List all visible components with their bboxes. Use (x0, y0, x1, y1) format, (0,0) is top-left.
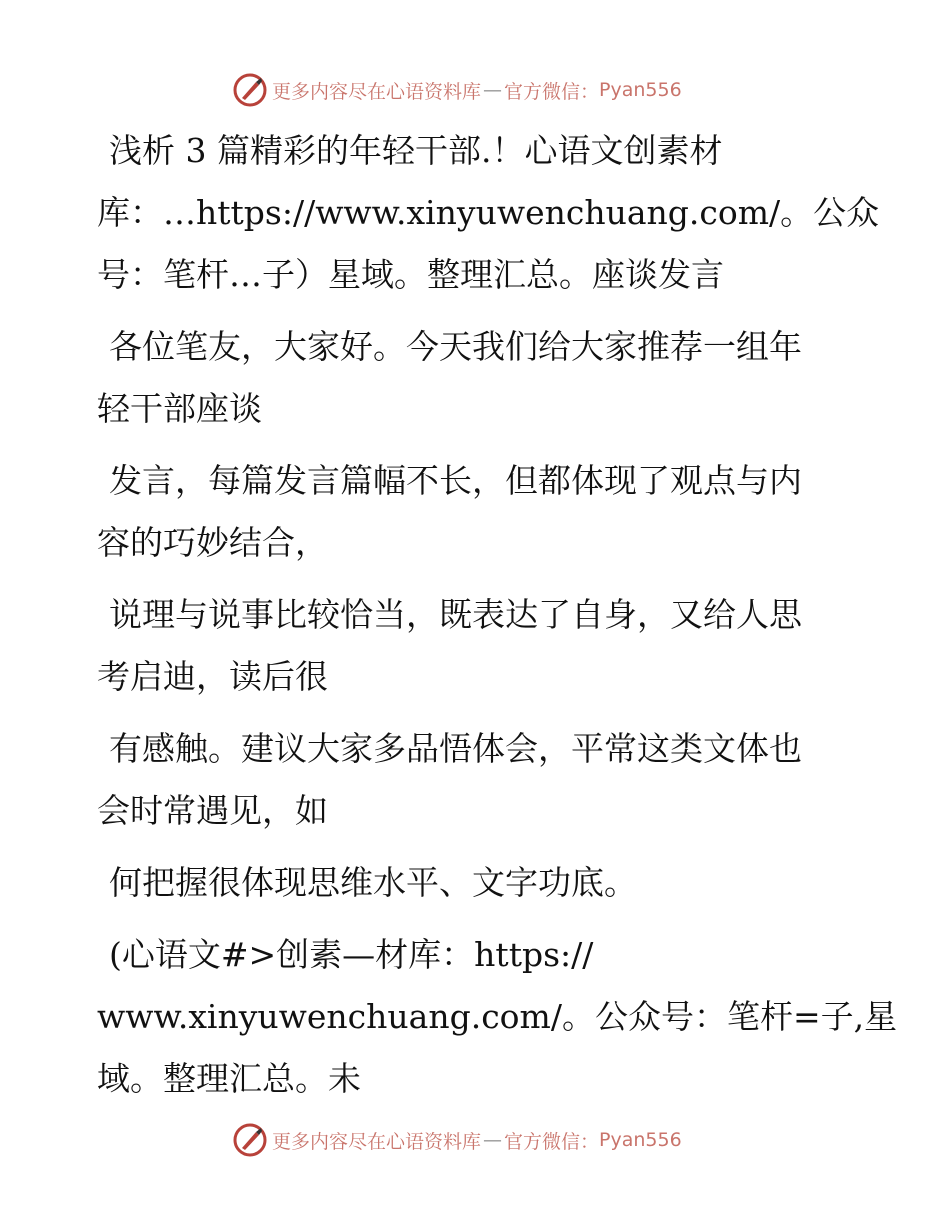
banner-dash: — (483, 79, 503, 101)
paragraph-4 (97, 584, 837, 708)
text-line: 会时常遇见，如 (97, 791, 328, 830)
wechat-id: Pyan556 (599, 79, 682, 101)
wechat-id: Pyan556 (599, 1129, 682, 1151)
paragraph-1 (97, 120, 880, 306)
text-line: 浅析 3 篇精彩的年轻干部.！心语文创素材 (109, 131, 723, 170)
paragraph-7 (97, 924, 898, 1110)
banner-dash: — (483, 1129, 503, 1151)
paragraph-3 (97, 450, 837, 574)
pen-logo-icon (232, 1122, 268, 1158)
text-line: 各位笔友，大家好。今天我们给大家推荐一组年 (109, 327, 802, 366)
text-line: 容的巧妙结合， (97, 523, 328, 562)
text-line: 何把握很体现思维水平、文字功底。 (109, 863, 637, 902)
text-line: 说理与说事比较恰当，既表达了自身，又给人思 (109, 595, 802, 634)
paragraph-6 (97, 852, 837, 914)
text-line: 号：笔杆…子）星域。整理汇总。座谈发言 (97, 255, 724, 294)
text-line: 轻干部座谈 (97, 389, 262, 428)
banner-text: 更多内容尽在心语资料库 (272, 1130, 482, 1153)
wechat-label: 官方微信： (504, 1130, 600, 1153)
text-line: 发言，每篇发言篇幅不长，但都体现了观点与内 (109, 461, 802, 500)
text-line: 域。整理汇总。未 (97, 1059, 361, 1098)
text-line: (心语文#>创素—材库：https:// (109, 935, 594, 974)
banner-text: 更多内容尽在心语资料库 (272, 80, 482, 103)
footer-banner (232, 1120, 682, 1160)
document-body (97, 120, 898, 1110)
wechat-label: 官方微信： (504, 80, 600, 103)
header-banner (232, 70, 682, 110)
text-line: 考启迪，读后很 (97, 657, 328, 696)
paragraph-2 (97, 316, 837, 440)
text-line: 有感触。建议大家多品悟体会，平常这类文体也 (109, 729, 802, 768)
paragraph-5 (97, 718, 837, 842)
text-line: 库：…https://www.xinyuwenchuang.com/。公众 (97, 193, 880, 232)
pen-logo-icon (232, 72, 268, 108)
text-line: www.xinyuwenchuang.com/。公众号：笔杆=子,星 (97, 997, 898, 1036)
